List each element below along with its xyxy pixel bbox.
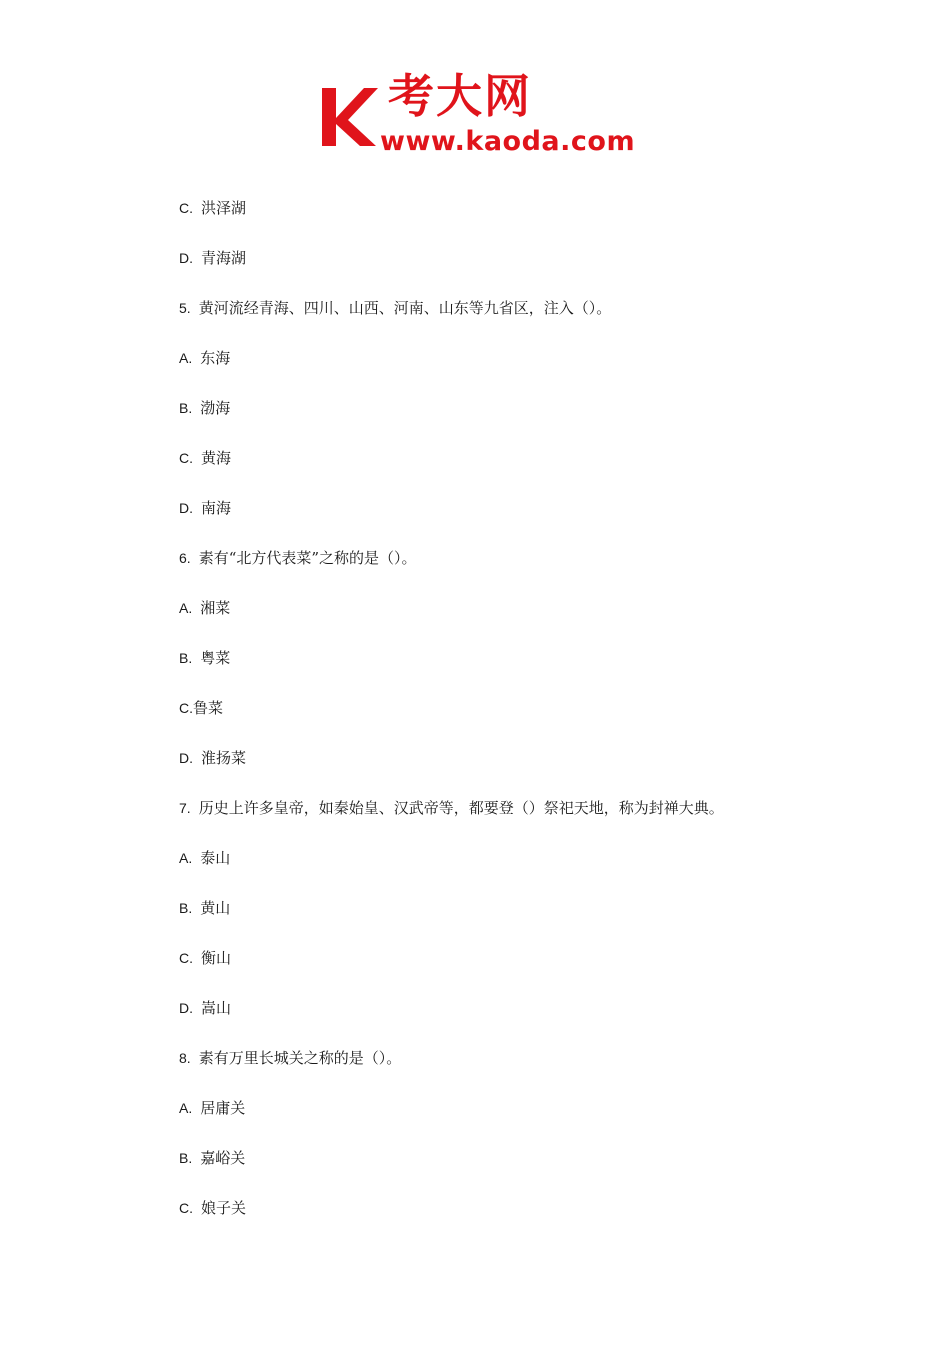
option-text: 泰山 [200, 849, 231, 867]
option-label: D. [179, 500, 193, 516]
option-text: 青海湖 [201, 249, 247, 267]
option-text: 粤菜 [200, 649, 231, 667]
question-line [179, 546, 879, 596]
option-line [179, 346, 879, 396]
logo-url-text: www.kaoda.com [380, 126, 636, 157]
option-label: B. [179, 900, 193, 916]
option-label: A. [179, 350, 193, 366]
option-line [179, 396, 879, 446]
k-logo-icon [318, 84, 380, 150]
option-line [179, 1196, 879, 1246]
option-text: 湘菜 [200, 599, 231, 617]
logo-chinese-text: 考大网 [388, 69, 532, 123]
option-text: 淮扬菜 [201, 749, 247, 767]
option-text: 衡山 [201, 949, 232, 967]
document-body [179, 196, 879, 1246]
option-label: C. [179, 1200, 193, 1216]
option-line [179, 1096, 879, 1146]
option-label: C. [179, 700, 193, 716]
option-text: 黄海 [201, 449, 232, 467]
option-label: D. [179, 250, 193, 266]
option-line [179, 1146, 879, 1196]
option-line [179, 846, 879, 896]
option-label: B. [179, 1150, 193, 1166]
option-text: 黄山 [200, 899, 231, 917]
option-text: 南海 [201, 499, 232, 517]
option-label: C. [179, 200, 193, 216]
question-number: 8. [179, 1050, 191, 1066]
option-line [179, 196, 879, 246]
question-text: 历史上许多皇帝，如秦始皇、汉武帝等，都要登（）祭祀天地，称为封禅大典。 [198, 799, 724, 817]
option-line [179, 896, 879, 946]
option-line [179, 496, 879, 546]
option-text: 东海 [200, 349, 231, 367]
option-line [179, 596, 879, 646]
option-line [179, 446, 879, 496]
question-number: 7. [179, 800, 191, 816]
question-number: 6. [179, 550, 191, 566]
option-text: 娘子关 [201, 1199, 247, 1217]
option-line [179, 946, 879, 996]
option-label: D. [179, 1000, 193, 1016]
option-line [179, 646, 879, 696]
question-text: 黄河流经青海、四川、山西、河南、山东等九省区，注入（）。 [198, 299, 612, 317]
option-line [179, 246, 879, 296]
question-text: 素有万里长城关之称的是（）。 [198, 1049, 402, 1067]
option-label: C. [179, 450, 193, 466]
option-text: 鲁菜 [193, 699, 224, 717]
question-line [179, 796, 879, 846]
option-text: 渤海 [200, 399, 231, 417]
option-line [179, 996, 879, 1046]
option-text: 嘉峪关 [200, 1149, 246, 1167]
option-label: C. [179, 950, 193, 966]
option-label: A. [179, 600, 193, 616]
question-line [179, 1046, 879, 1096]
option-label: B. [179, 650, 193, 666]
option-text: 嵩山 [201, 999, 232, 1017]
question-line [179, 296, 879, 346]
option-label: A. [179, 1100, 193, 1116]
option-label: D. [179, 750, 193, 766]
option-text: 洪泽湖 [201, 199, 247, 217]
option-label: A. [179, 850, 193, 866]
option-text: 居庸关 [200, 1099, 246, 1117]
kaoda-logo [318, 69, 640, 160]
question-text: 素有“北方代表菜”之称的是（）。 [198, 549, 417, 567]
question-number: 5. [179, 300, 191, 316]
option-label: B. [179, 400, 193, 416]
option-line [179, 746, 879, 796]
option-line [179, 696, 879, 746]
